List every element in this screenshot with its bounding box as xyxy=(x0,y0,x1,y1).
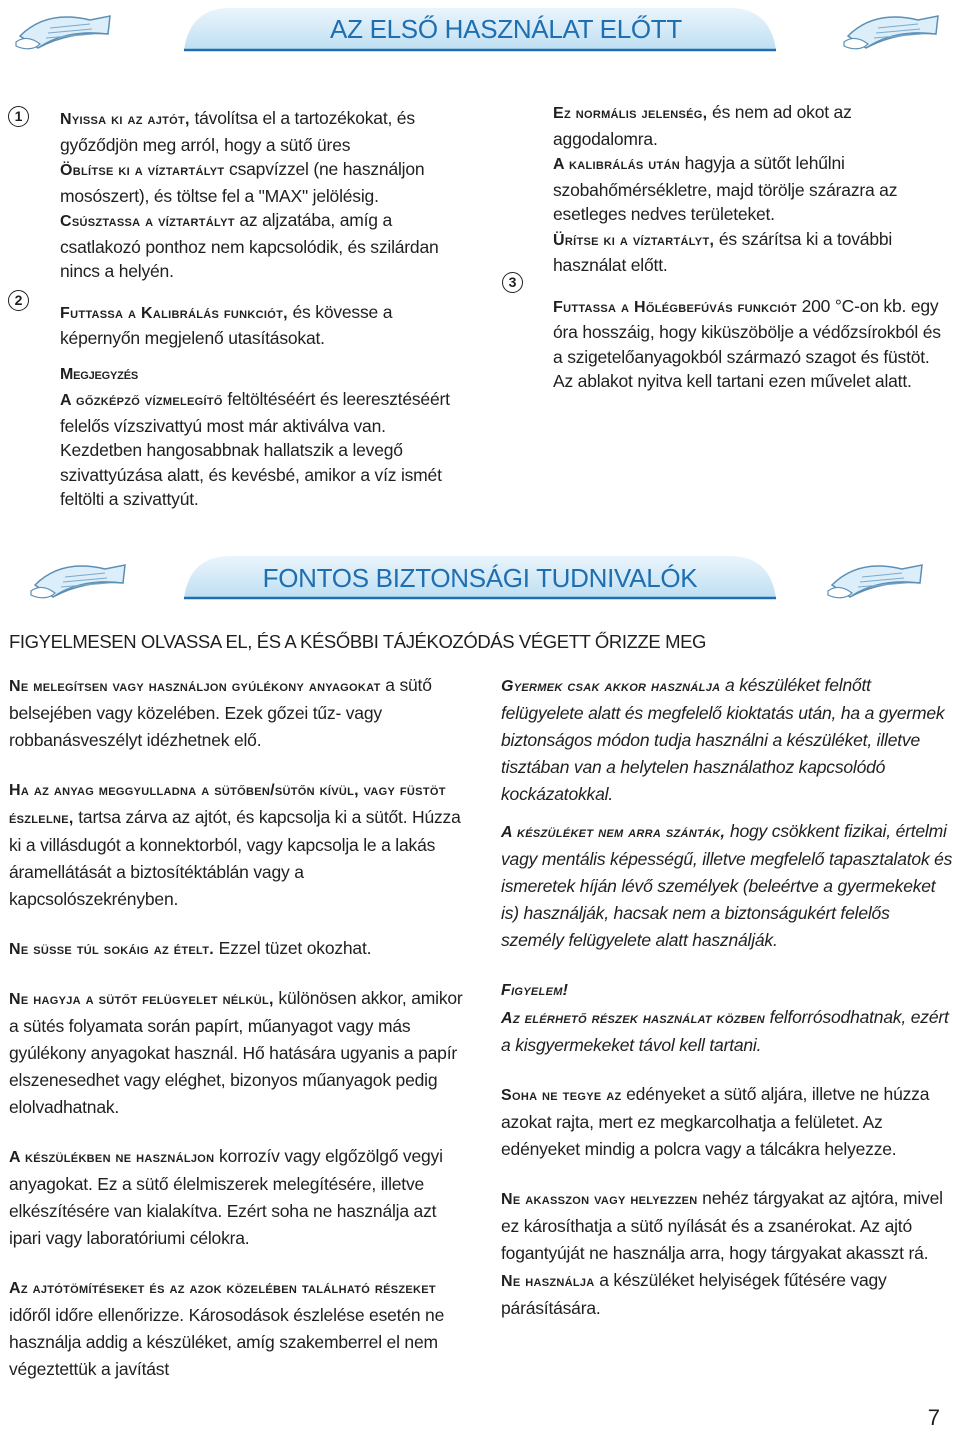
safety-right-italic-item: Az elérhető részek használat közben felforrósodhatnak, ezért a kisgyermekeket távol kell tartani. xyxy=(501,1007,949,1055)
safety-left-item: Ha az anyag meggyulladna a sütőben/sütőn kívül, vagy füstöt észlelne, tartsa zárva az ajtót, és kapcsolja ki a sütőt. Húzza ki a villásdugót a konnektorból, vagy kapcsolja le a lakás áramellátását a biztosítéktáblán vagy a kapcsolószekrényben. xyxy=(9,782,461,909)
right-para1: Ez normális jelenség, és nem ad okot az aggodalomra. xyxy=(553,102,852,149)
safety-right-column xyxy=(501,672,953,1322)
step1-para2: Öblítse ki a víztartályt csapvízzel (ne használjon mosószert), és töltse fel a "MAX" jelölésig. xyxy=(60,159,425,206)
safety-left-item: Ne süsse túl sokáig az ételt. Ezzel tüzet okozhat. xyxy=(9,938,372,958)
step2-note-heading: Megjegyzés xyxy=(60,365,138,383)
safety-right-item: Soha ne tegye az edényeket a sütő aljára, illetve ne húzza azokat rajta, mert ez megkarcolhatja a felületet. Az edényeket mindig a polcra vagy a tálcákra helyezze. xyxy=(501,1084,930,1159)
step3-para: Futtassa a Hőlégbefúvás funkciót 200 °C-on kb. egy óra hosszáig, hogy kiküszöbölje a védőzsírokból és a szigetelőanyagokból származó szagot és füstöt. Az ablakot nyitva kell tartani ezen művelet alatt. xyxy=(553,295,941,391)
step-3-marker: 3 xyxy=(502,272,523,293)
step-2-marker: 2 xyxy=(8,290,29,311)
right-para3: Ürítse ki a víztartályt, és szárítsa ki a további használat előtt. xyxy=(553,228,893,275)
warning-heading: Figyelem! xyxy=(501,982,569,999)
safety-right-item: Ne akasszon vagy helyezzen nehéz tárgyakat az ajtóra, mivel ez károsíthatja a sütő nyílását és a zsanérokat. Az ajtó fogantyúját ne használja arra, hogy tárgyakat akasszt rá. xyxy=(501,1188,943,1263)
safety-left-item: A készülékben ne használjon korrozív vagy elgőzölgő vegyi anyagokat. Ez a sütő élelmiszerek melegítésére, illetve elkészítésére van kialakítva. Ezért soha ne használja azt ipari vagy laboratóriumi célokra. xyxy=(9,1146,443,1248)
step1-para3: Csúsztassa a víztartályt az aljzatába, amíg a csatlakozó ponthoz nem kapcsolódik, és szilárdan nincs a helyén. xyxy=(60,210,439,281)
hand-book-icon xyxy=(25,555,135,603)
step1-para1: Nyissa ki az ajtót, távolítsa el a tartozékokat, és győződjön meg arról, hogy a sütő üres xyxy=(60,108,415,155)
step2-note: A gőzképző vízmelegítő feltöltéséért és leeresztéséért felelős vízszivattyú most már aktiválva van. Kezdetben hangosabbnak hallatszik a levegő szivattyúzása alatt, és kevésbé, amikor a víz ismét feltölti a szivattyút. xyxy=(60,389,450,509)
step-1-marker: 1 xyxy=(8,106,29,127)
safety-right-item: Ne használja a készüléket helyiségek fűtésére vagy párásítására. xyxy=(501,1270,887,1318)
section-banner-safety xyxy=(180,550,780,606)
safety-left-item: Ne melegítsen vagy használjon gyúlékony anyagokat a sütő belsejében vagy közelében. Ezek gőzei tűz- vagy robbanásveszélyt idézhetnek elő. xyxy=(9,675,432,750)
step2-para1: Futtassa a Kalibrálás funkciót, és kövesse a képernyőn megjelenő utasításokat. xyxy=(60,301,393,348)
page-number: 7 xyxy=(927,1405,940,1430)
first-use-left-column xyxy=(60,106,455,512)
safety-right-italic-item: Gyermek csak akkor használja a készüléket felnőtt felügyelete alatt és megfelelő kioktatás után, ha a gyermek biztonságos módon tudja használni a készüléket, illetve tisztában van a helytelen használathoz kapcsolódó kockázatokkal. xyxy=(501,675,945,804)
page-title: AZ ELSŐ HASZNÁLAT ELŐTT xyxy=(330,14,682,44)
safety-right-italic-item: A készüléket nem arra szánták, hogy csökkent fizikai, értelmi vagy mentális képességű, illetve megfelelő tapasztalatok és ismeretek híján lévő személyek (beleértve a gyermekeket is) használják, hacsak nem a biztonságukért felelős személy felügyelete alatt használják. xyxy=(501,821,953,950)
first-use-right-column xyxy=(553,100,948,394)
safety-left-column xyxy=(9,672,471,1383)
safety-title: FONTOS BIZTONSÁGI TUDNIVALÓK xyxy=(262,563,698,593)
safety-subtitle: FIGYELMESEN OLVASSA EL, ÉS A KÉSŐBBI TÁJÉKOZÓDÁS VÉGETT ŐRIZZE MEG xyxy=(9,631,707,652)
right-para2: A kalibrálás után hagyja a sütőt lehűlni szobahőmérsékletre, majd törölje szárazra az esetleges nedves területeket. xyxy=(553,153,898,224)
hand-book-icon xyxy=(838,6,948,54)
safety-left-item: Ne hagyja a sütőt felügyelet nélkül, különösen akkor, amikor a sütés folyamata során papírt, műanyagot vagy más gyúlékony anyagokat használ. Hő hatására ugyanis a papír elszenesedhet vagy eléghet, bizonyos műanyagok pedig elolvadhatnak. xyxy=(9,988,463,1117)
hand-book-icon xyxy=(10,6,120,54)
section-banner-first-use xyxy=(180,2,780,58)
hand-book-icon xyxy=(822,555,932,603)
safety-left-item: Az ajtótömítéseket és az azok közelében található részeket időről időre ellenőrizze. Károsodások észlelése esetén ne használja addig a készüléket, amíg szakemberrel el nem végeztettük a javítást xyxy=(9,1280,445,1379)
